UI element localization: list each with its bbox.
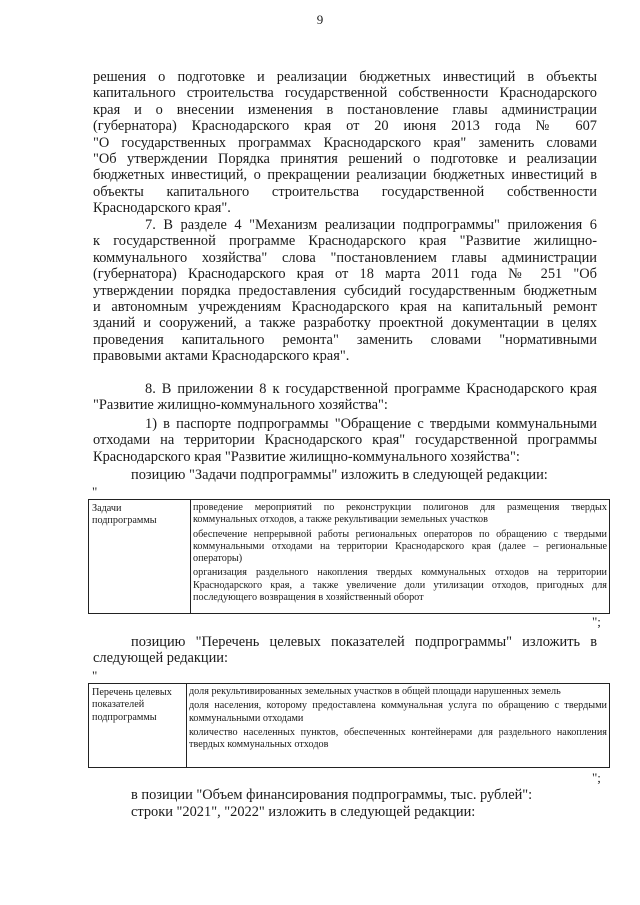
tasks-item: организация раздельного накопления твердых коммунальных отходов на территории Краснодарского края, а также увеличение доли утилизации отходов, пригодных для последующего возвращения в хозяйственный оборот (193, 567, 607, 604)
opening-quote: " (92, 668, 98, 683)
tasks-table-label: Задачи подпрограммы (89, 500, 191, 613)
text-line: (губернатора) Краснодарского края от 18 марта 2011 года № 251 "Об (93, 266, 597, 283)
text-line: коммунального хозяйства" слова "постановлением главы администрации (93, 249, 597, 266)
text-line: "Развитие жилищно-коммунального хозяйства": (93, 397, 388, 414)
paragraph-continuation (93, 69, 597, 217)
text-line: капитального строительства государственной собственности Краснодарского (93, 85, 597, 102)
tasks-item: обеспечение непрерывной работы региональных операторов по обращению с твердыми коммунальными отходами на территории Краснодарского края (далее – региональные операторы) (193, 528, 607, 565)
paragraph-item-8 (93, 381, 597, 414)
paragraph-financing-position (131, 787, 597, 803)
opening-quote: " (92, 484, 98, 499)
text-line: края и о внесении изменения в постановление главы администрации (93, 101, 597, 118)
indicators-item: доля населения, которому предоставлена коммунальная услуга по обращению с твердыми коммунальными отходами (189, 700, 607, 724)
text-line: утверждении порядка предоставления субсидий государственным бюджетным (93, 282, 597, 299)
paragraph-tasks-position (131, 467, 597, 483)
indicators-table-value (187, 684, 609, 767)
closing-quote: "; (592, 614, 601, 629)
text-line: "О государственных программах Краснодарского края" заменить словами (93, 134, 597, 151)
paragraph-item-7 (93, 217, 597, 365)
indicators-item: доля рекультивированных земельных участков в общей площади нарушенных земель (189, 686, 561, 697)
closing-quote: "; (592, 770, 601, 785)
paragraph-indicators-position (93, 634, 597, 667)
text-line: позицию "Задачи подпрограммы" изложить в следующей редакции: (131, 467, 548, 483)
paragraph-subitem-1 (93, 416, 597, 465)
text-line: Краснодарского края". (93, 200, 231, 217)
text-line: правовыми актами Краснодарского края". (93, 348, 350, 365)
tasks-item: проведение мероприятий по реконструкции полигонов для размещения твердых коммунальных отходов, а также рекультивации земельных участков (193, 502, 607, 526)
text-line: бюджетных инвестиций, о прекращении реализации бюджетных инвестиций в (93, 167, 597, 184)
indicators-item: количество населенных пунктов, обеспеченных контейнерами для раздельного накопления твердых коммунальных отходов (189, 726, 607, 751)
text-line: 8. В приложении 8 к государственной программе Краснодарского края (145, 381, 597, 397)
text-line: проведения капитального ремонта" заменить словами "нормативными (93, 331, 597, 348)
indicators-table-label: Перечень целевых показателей подпрограммы (89, 684, 187, 767)
text-line: зданий и сооружений, а также разработку проектной документации в целях (93, 315, 597, 332)
text-line: отходами на территории Краснодарского края" государственной программы (93, 432, 597, 449)
text-line: Краснодарского края "Развитие жилищно-коммунального хозяйства": (93, 448, 520, 465)
tasks-table-value (191, 500, 609, 613)
tasks-table (88, 499, 610, 614)
paragraph-financing-rows (131, 804, 597, 820)
page-number: 9 (316, 12, 324, 27)
text-line: строки "2021", "2022" изложить в следующей редакции: (131, 804, 476, 820)
text-line: позицию "Перечень целевых показателей подпрограммы" изложить в (131, 634, 597, 650)
text-line: (губернатора) Краснодарского края от 20 июня 2013 года № 607 (93, 118, 597, 135)
text-line: в позиции "Объем финансирования подпрограммы, тыс. рублей": (131, 787, 533, 803)
text-line: 1) в паспорте подпрограммы "Обращение с твердыми коммунальными (145, 416, 597, 432)
text-line: "Об утверждении Порядка принятия решений о подготовке и реализации (93, 151, 597, 168)
text-line: объекты капитального строительства государственной собственности (93, 183, 597, 200)
text-line: 7. В разделе 4 "Механизм реализации подпрограммы" приложения 6 (145, 217, 597, 233)
text-line: и автономным учреждениям Краснодарского края на капитальный ремонт (93, 299, 597, 316)
indicators-table (88, 683, 610, 768)
text-line: решения о подготовке и реализации бюджетных инвестиций в объекты (93, 69, 597, 85)
text-line: следующей редакции: (93, 650, 228, 667)
text-line: к государственной программе Краснодарского края "Развитие жилищно- (93, 233, 597, 250)
